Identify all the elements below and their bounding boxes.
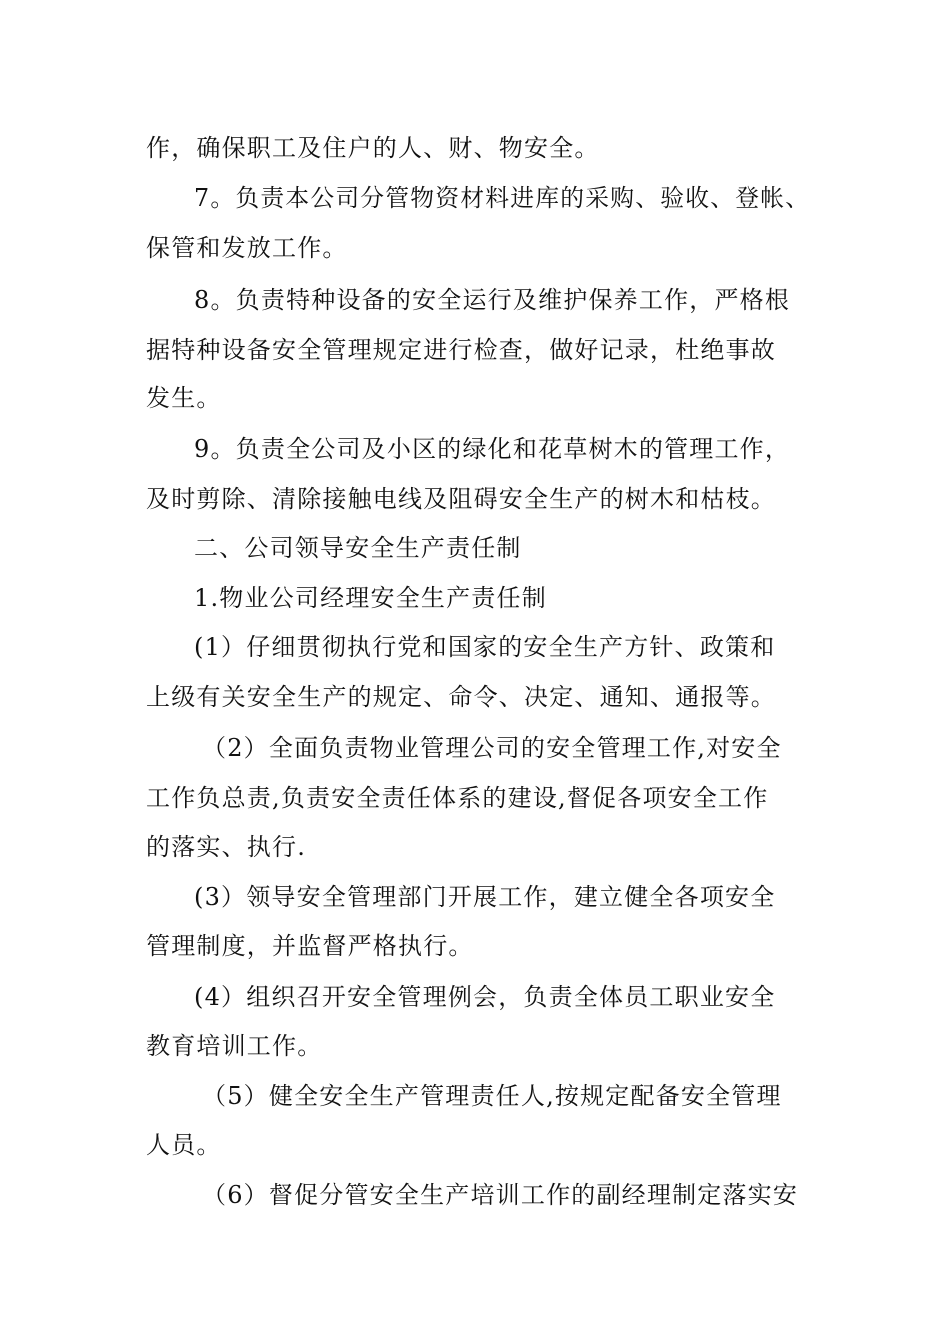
text-line: 的落实、执行. (146, 833, 307, 861)
text-line: 及时剪除、清除接触电线及阻碍安全生产的树木和枯枝。 (146, 485, 776, 513)
text-line: 教育培训工作。 (146, 1032, 323, 1060)
text-line: 保管和发放工作。 (146, 234, 348, 262)
text-line: （5）健全安全生产管理责任人,按规定配备安全管理 (202, 1082, 782, 1110)
text-line: 9。负责全公司及小区的绿化和花草树木的管理工作， (194, 435, 791, 463)
text-line: 人员。 (146, 1131, 222, 1159)
text-line: （6）督促分管安全生产培训工作的副经理制定落实安 (202, 1181, 799, 1209)
text-line: (4）组织召开安全管理例会，负责全体员工职业安全 (194, 983, 776, 1011)
text-line: 8。负责特种设备的安全运行及维护保养工作，严格根 (194, 286, 791, 314)
text-line: (1）仔细贯彻执行党和国家的安全生产方针、政策和 (194, 633, 776, 661)
section-heading: 二、公司领导安全生产责任制 (194, 534, 522, 562)
subsection-heading: 1.物业公司经理安全生产责任制 (194, 584, 547, 612)
text-line: (3）领导安全管理部门开展工作，建立健全各项安全 (194, 883, 776, 911)
text-line: 7。负责本公司分管物资材料进库的采购、验收、登帐、 (194, 184, 811, 212)
text-line: 工作负总责,负责安全责任体系的建设,督促各项安全工作 (146, 784, 769, 812)
text-line: 据特种设备安全管理规定进行检查，做好记录，杜绝事故 (146, 336, 776, 364)
text-line: 管理制度，并监督严格执行。 (146, 932, 474, 960)
text-line: （2）全面负责物业管理公司的安全管理工作,对安全 (202, 734, 782, 762)
text-line: 作，确保职工及住户的人、财、物安全。 (146, 134, 600, 162)
text-line: 上级有关安全生产的规定、命令、决定、通知、通报等。 (146, 683, 776, 711)
text-line: 发生。 (146, 384, 222, 412)
